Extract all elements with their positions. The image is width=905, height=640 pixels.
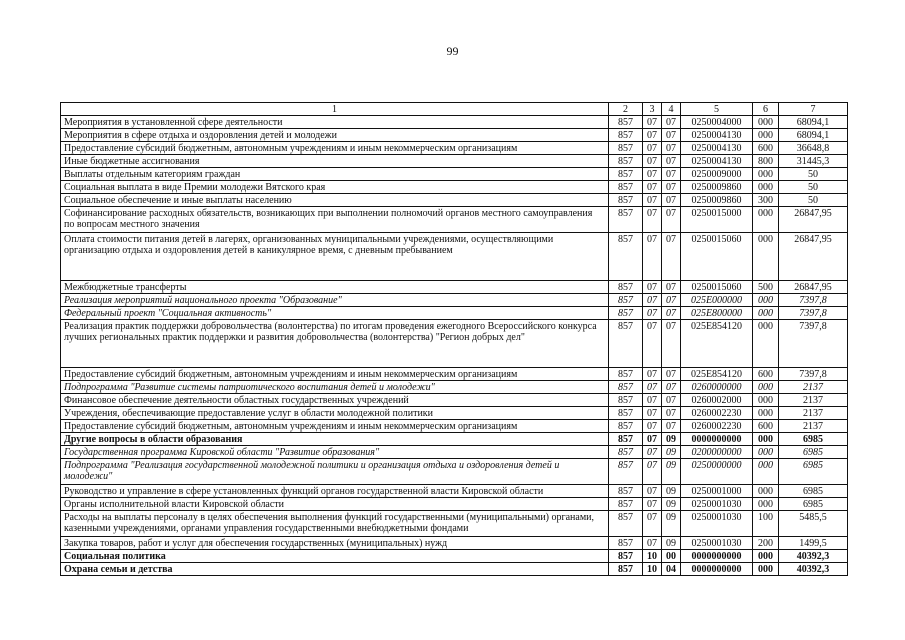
row-target-article: 0250004130 (681, 142, 753, 155)
table-row (61, 498, 848, 511)
row-section: 10 (643, 563, 662, 576)
table-row (61, 129, 848, 142)
row-expense-type: 000 (753, 207, 779, 233)
row-expense-type: 000 (753, 233, 779, 281)
row-section: 07 (643, 116, 662, 129)
row-expense-type: 000 (753, 307, 779, 320)
table-row (61, 181, 848, 194)
row-amount: 50 (779, 194, 848, 207)
row-amount: 40392,3 (779, 563, 848, 576)
row-gov-code: 857 (609, 207, 643, 233)
row-expense-type: 800 (753, 155, 779, 168)
row-amount: 50 (779, 168, 848, 181)
row-subsection: 09 (662, 498, 681, 511)
row-target-article: 0250009000 (681, 168, 753, 181)
row-expense-type: 200 (753, 537, 779, 550)
table-row (61, 446, 848, 459)
table-row (61, 320, 848, 368)
row-amount: 36648,8 (779, 142, 848, 155)
header-cell: 4 (662, 103, 681, 116)
table-row (61, 485, 848, 498)
row-subsection: 07 (662, 294, 681, 307)
table-row (61, 368, 848, 381)
table-row (61, 407, 848, 420)
row-amount: 6985 (779, 498, 848, 511)
row-name: Расходы на выплаты персоналу в целях обеспечения выполнения функций государственными (муниципальными) органами, казенными учреждениями, органами управления государственными внебюджетными фондами (61, 511, 609, 537)
row-name: Учреждения, обеспечивающие предоставление услуг в области молодежной политики (61, 407, 609, 420)
row-section: 07 (643, 433, 662, 446)
row-subsection: 07 (662, 129, 681, 142)
row-gov-code: 857 (609, 155, 643, 168)
row-amount: 6985 (779, 459, 848, 485)
row-name: Мероприятия в установленной сфере деятельности (61, 116, 609, 129)
row-name: Предоставление субсидий бюджетным, автономным учреждениям и иным некоммерческим организациям (61, 420, 609, 433)
row-expense-type: 000 (753, 563, 779, 576)
row-gov-code: 857 (609, 181, 643, 194)
row-amount: 2137 (779, 407, 848, 420)
row-subsection: 09 (662, 446, 681, 459)
row-target-article: 0250001030 (681, 537, 753, 550)
row-gov-code: 857 (609, 294, 643, 307)
table-header-row (61, 103, 848, 116)
row-name: Выплаты отдельным категориям граждан (61, 168, 609, 181)
row-name: Оплата стоимости питания детей в лагерях, организованных муниципальными учреждениями, осуществляющими организацию отдыха и оздоровления детей в каникулярное время, с дневным пребыванием (61, 233, 609, 281)
row-name: Реализация мероприятий национального проекта "Образование" (61, 294, 609, 307)
row-gov-code: 857 (609, 537, 643, 550)
row-subsection: 07 (662, 194, 681, 207)
header-cell: 1 (61, 103, 609, 116)
row-gov-code: 857 (609, 550, 643, 563)
row-subsection: 07 (662, 233, 681, 281)
row-expense-type: 600 (753, 368, 779, 381)
header-cell: 2 (609, 103, 643, 116)
row-expense-type: 000 (753, 294, 779, 307)
row-gov-code: 857 (609, 485, 643, 498)
row-gov-code: 857 (609, 281, 643, 294)
row-expense-type: 300 (753, 194, 779, 207)
row-name: Государственная программа Кировской области "Развитие образования" (61, 446, 609, 459)
row-amount: 31445,3 (779, 155, 848, 168)
header-cell: 6 (753, 103, 779, 116)
row-target-article: 0200000000 (681, 446, 753, 459)
row-name: Предоставление субсидий бюджетным, автономным учреждениям и иным некоммерческим организациям (61, 368, 609, 381)
row-expense-type: 000 (753, 407, 779, 420)
row-name: Финансовое обеспечение деятельности областных государственных учреждений (61, 394, 609, 407)
row-amount: 2137 (779, 381, 848, 394)
row-amount: 7397,8 (779, 368, 848, 381)
row-expense-type: 000 (753, 433, 779, 446)
row-subsection: 09 (662, 511, 681, 537)
row-gov-code: 857 (609, 446, 643, 459)
row-gov-code: 857 (609, 168, 643, 181)
row-expense-type: 000 (753, 498, 779, 511)
row-section: 07 (643, 446, 662, 459)
row-subsection: 07 (662, 168, 681, 181)
row-name: Иные бюджетные ассигнования (61, 155, 609, 168)
row-section: 07 (643, 142, 662, 155)
header-cell: 3 (643, 103, 662, 116)
row-amount: 6985 (779, 433, 848, 446)
row-amount: 26847,95 (779, 281, 848, 294)
row-expense-type: 000 (753, 320, 779, 368)
row-amount: 2137 (779, 420, 848, 433)
row-subsection: 07 (662, 307, 681, 320)
row-gov-code: 857 (609, 142, 643, 155)
table-row (61, 394, 848, 407)
row-subsection: 07 (662, 320, 681, 368)
row-expense-type: 000 (753, 181, 779, 194)
table-row (61, 433, 848, 446)
row-subsection: 07 (662, 394, 681, 407)
row-section: 07 (643, 420, 662, 433)
table-row (61, 563, 848, 576)
row-target-article: 0260002230 (681, 420, 753, 433)
table-row (61, 168, 848, 181)
table-row (61, 420, 848, 433)
row-name: Межбюджетные трансферты (61, 281, 609, 294)
row-gov-code: 857 (609, 394, 643, 407)
row-expense-type: 000 (753, 168, 779, 181)
row-gov-code: 857 (609, 563, 643, 576)
row-section: 07 (643, 511, 662, 537)
row-section: 07 (643, 207, 662, 233)
table-row (61, 537, 848, 550)
row-gov-code: 857 (609, 129, 643, 142)
row-target-article: 0250001000 (681, 485, 753, 498)
row-target-article: 0250001030 (681, 511, 753, 537)
row-amount: 1499,5 (779, 537, 848, 550)
row-gov-code: 857 (609, 368, 643, 381)
row-target-article: 0250000000 (681, 459, 753, 485)
row-name: Другие вопросы в области образования (61, 433, 609, 446)
row-section: 07 (643, 368, 662, 381)
table-row (61, 511, 848, 537)
page-number: 99 (446, 44, 459, 58)
row-subsection: 07 (662, 381, 681, 394)
table-row (61, 194, 848, 207)
row-amount: 26847,95 (779, 233, 848, 281)
row-amount: 6985 (779, 485, 848, 498)
row-name: Закупка товаров, работ и услуг для обеспечения государственных (муниципальных) нужд (61, 537, 609, 550)
row-section: 07 (643, 233, 662, 281)
row-name: Социальное обеспечение и иные выплаты населению (61, 194, 609, 207)
row-expense-type: 100 (753, 511, 779, 537)
row-target-article: 0250004130 (681, 129, 753, 142)
row-expense-type: 000 (753, 381, 779, 394)
table-row (61, 155, 848, 168)
table-row (61, 281, 848, 294)
row-target-article: 0250009860 (681, 194, 753, 207)
row-expense-type: 000 (753, 129, 779, 142)
row-expense-type: 000 (753, 550, 779, 563)
row-name: Реализация практик поддержки добровольчества (волонтерства) по итогам проведения ежегодного Всероссийского конкурса лучших региональных практик поддержки и развития добровольчества (волонтерства) "Регион добрых дел" (61, 320, 609, 368)
table-row (61, 307, 848, 320)
row-amount: 26847,95 (779, 207, 848, 233)
row-name: Предоставление субсидий бюджетным, автономным учреждениям и иным некоммерческим организациям (61, 142, 609, 155)
row-section: 07 (643, 537, 662, 550)
row-gov-code: 857 (609, 381, 643, 394)
row-subsection: 07 (662, 155, 681, 168)
table-row (61, 142, 848, 155)
row-target-article: 0250015000 (681, 207, 753, 233)
row-section: 07 (643, 168, 662, 181)
row-subsection: 07 (662, 116, 681, 129)
row-subsection: 00 (662, 550, 681, 563)
row-expense-type: 000 (753, 459, 779, 485)
table-row (61, 550, 848, 563)
row-amount: 40392,3 (779, 550, 848, 563)
row-gov-code: 857 (609, 420, 643, 433)
row-gov-code: 857 (609, 511, 643, 537)
row-target-article: 0260002000 (681, 394, 753, 407)
row-subsection: 07 (662, 407, 681, 420)
row-section: 10 (643, 550, 662, 563)
row-gov-code: 857 (609, 498, 643, 511)
row-amount: 6985 (779, 446, 848, 459)
row-subsection: 09 (662, 459, 681, 485)
row-subsection: 04 (662, 563, 681, 576)
row-target-article: 0000000000 (681, 563, 753, 576)
row-amount: 68094,1 (779, 129, 848, 142)
table-row (61, 116, 848, 129)
row-name: Органы исполнительной власти Кировской области (61, 498, 609, 511)
row-amount: 5485,5 (779, 511, 848, 537)
row-section: 07 (643, 407, 662, 420)
row-target-article: 0250015060 (681, 281, 753, 294)
row-target-article: 025E854120 (681, 368, 753, 381)
row-section: 07 (643, 485, 662, 498)
row-target-article: 0250004130 (681, 155, 753, 168)
row-expense-type: 000 (753, 116, 779, 129)
row-amount: 2137 (779, 394, 848, 407)
row-section: 07 (643, 320, 662, 368)
row-gov-code: 857 (609, 320, 643, 368)
row-name: Подпрограмма "Развитие системы патриотического воспитания детей и молодежи" (61, 381, 609, 394)
row-target-article: 0000000000 (681, 433, 753, 446)
table-row (61, 381, 848, 394)
row-target-article: 025E000000 (681, 294, 753, 307)
row-amount: 7397,8 (779, 307, 848, 320)
row-section: 07 (643, 459, 662, 485)
row-target-article: 0000000000 (681, 550, 753, 563)
row-gov-code: 857 (609, 194, 643, 207)
row-subsection: 09 (662, 485, 681, 498)
row-target-article: 0250009860 (681, 181, 753, 194)
row-expense-type: 600 (753, 142, 779, 155)
header-cell: 7 (779, 103, 848, 116)
row-section: 07 (643, 194, 662, 207)
row-target-article: 0250015060 (681, 233, 753, 281)
header-cell: 5 (681, 103, 753, 116)
row-expense-type: 500 (753, 281, 779, 294)
row-gov-code: 857 (609, 407, 643, 420)
row-name: Федеральный проект "Социальная активность" (61, 307, 609, 320)
row-section: 07 (643, 307, 662, 320)
table-row (61, 207, 848, 233)
row-subsection: 07 (662, 281, 681, 294)
row-target-article: 0250001030 (681, 498, 753, 511)
row-gov-code: 857 (609, 433, 643, 446)
row-target-article: 0260000000 (681, 381, 753, 394)
row-name: Софинансирование расходных обязательств, возникающих при выполнении полномочий органов местного самоуправления по вопросам местного значения (61, 207, 609, 233)
row-section: 07 (643, 155, 662, 168)
row-subsection: 09 (662, 537, 681, 550)
row-subsection: 07 (662, 207, 681, 233)
row-section: 07 (643, 498, 662, 511)
row-expense-type: 000 (753, 485, 779, 498)
row-amount: 7397,8 (779, 320, 848, 368)
row-gov-code: 857 (609, 459, 643, 485)
budget-table (60, 102, 848, 576)
row-name: Социальная политика (61, 550, 609, 563)
row-subsection: 09 (662, 433, 681, 446)
row-name: Охрана семьи и детства (61, 563, 609, 576)
row-subsection: 07 (662, 420, 681, 433)
row-section: 07 (643, 381, 662, 394)
row-target-article: 025E800000 (681, 307, 753, 320)
row-subsection: 07 (662, 142, 681, 155)
row-name: Руководство и управление в сфере установленных функций органов государственной власти Кировской области (61, 485, 609, 498)
row-section: 07 (643, 129, 662, 142)
row-target-article: 025E854120 (681, 320, 753, 368)
row-gov-code: 857 (609, 233, 643, 281)
row-gov-code: 857 (609, 307, 643, 320)
row-section: 07 (643, 181, 662, 194)
row-subsection: 07 (662, 368, 681, 381)
row-gov-code: 857 (609, 116, 643, 129)
row-amount: 50 (779, 181, 848, 194)
row-expense-type: 000 (753, 394, 779, 407)
row-name: Мероприятия в сфере отдыха и оздоровления детей и молодежи (61, 129, 609, 142)
row-expense-type: 000 (753, 446, 779, 459)
row-section: 07 (643, 294, 662, 307)
row-target-article: 0250004000 (681, 116, 753, 129)
row-expense-type: 600 (753, 420, 779, 433)
table-row (61, 294, 848, 307)
table-row (61, 459, 848, 485)
row-target-article: 0260002230 (681, 407, 753, 420)
row-name: Подпрограмма "Реализация государственной молодежной политики и организация отдыха и оздоровления детей и молодежи" (61, 459, 609, 485)
row-name: Социальная выплата в виде Премии молодежи Вятского края (61, 181, 609, 194)
row-subsection: 07 (662, 181, 681, 194)
table-row (61, 233, 848, 281)
row-section: 07 (643, 281, 662, 294)
row-amount: 7397,8 (779, 294, 848, 307)
row-section: 07 (643, 394, 662, 407)
row-amount: 68094,1 (779, 116, 848, 129)
